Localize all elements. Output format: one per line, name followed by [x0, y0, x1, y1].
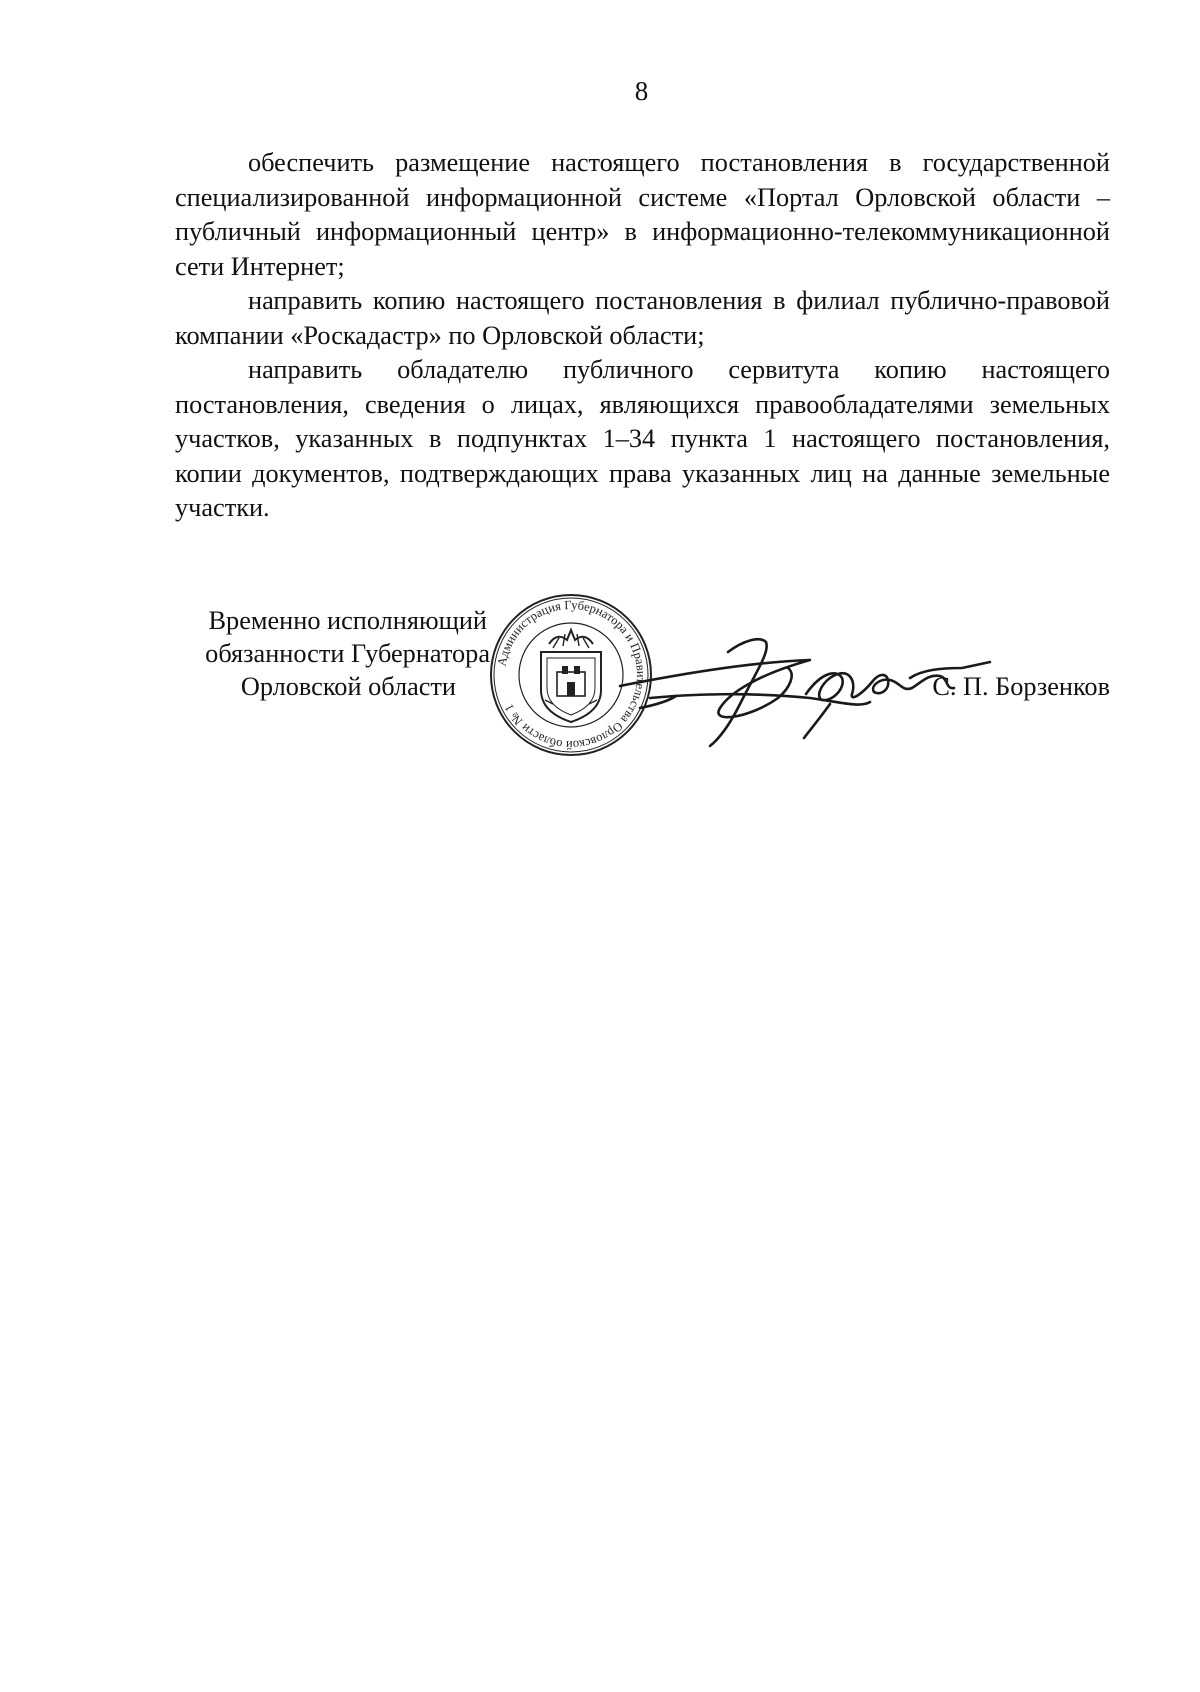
- signer-name: С. П. Борзенков: [932, 672, 1110, 701]
- coat-of-arms-icon: [541, 630, 601, 722]
- signer-position: [170, 604, 490, 703]
- paragraph-servitude-holder: направить обладателю публичного сервитута копию настоящего постановления, сведения о лицах, являющихся правообладателями земельных участков, указанных в подпунктах 1–34 пункта 1 настоящего постановления, копии документов, подтверждающих права указанных лиц на данные земельные участки.: [175, 355, 1110, 522]
- paragraph-rosreestr-copy: направить копию настоящего постановления в филиал публично-правовой компании «Роскадастр» по Орловской области;: [175, 286, 1110, 350]
- paragraph-publication: обеспечить размещение настоящего постановления в государственной специализированной информационной системе «Портал Орловской области – публичный информационный центр» в информационно-телекоммуникационной сети Интернет;: [175, 148, 1110, 281]
- signature-block: [170, 597, 1110, 784]
- position-line-1: Временно исполняющий: [208, 606, 487, 635]
- position-line-2: обязанности Губернатора: [205, 639, 490, 668]
- position-line-3: Орловской области: [240, 672, 456, 701]
- document-body: [175, 146, 1110, 526]
- page-number: 8: [634, 76, 649, 106]
- seal-text: Администрация Губернатора и Правительства Орловской области № 1: [494, 597, 649, 753]
